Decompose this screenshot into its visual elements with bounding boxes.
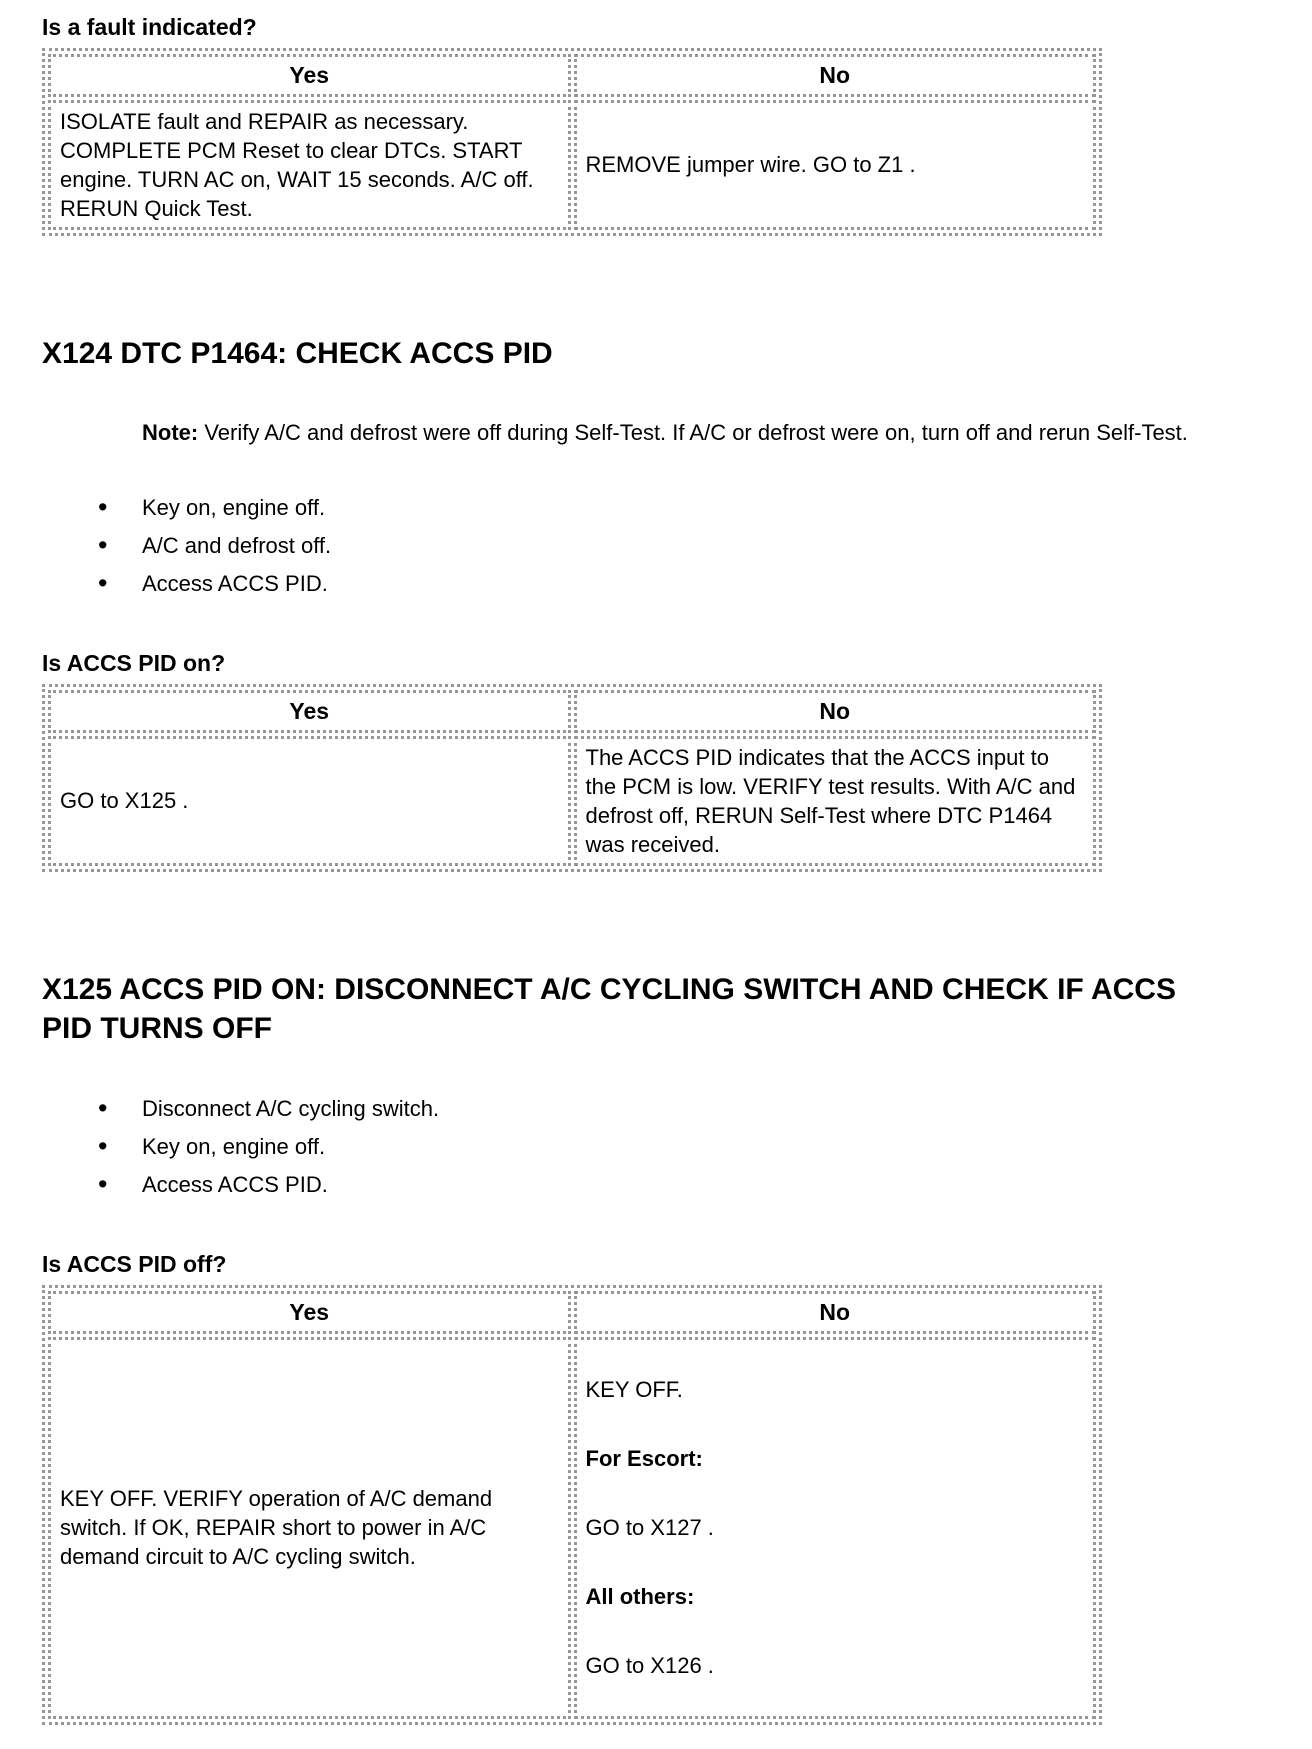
list-item: • A/C and defrost off.	[42, 531, 1234, 560]
yes-header: Yes	[48, 1291, 571, 1333]
note-paragraph	[142, 418, 1234, 447]
decision-table-x124	[42, 684, 1102, 871]
decision-table-fault	[42, 48, 1102, 235]
list-item: • Access ACCS PID.	[42, 569, 1234, 598]
note-text: Verify A/C and defrost were off during Self-Test. If A/C or defrost were on, turn off and rerun Self-Test.	[204, 419, 1188, 445]
no-header: No	[574, 690, 1097, 732]
yes-cell: ISOLATE fault and REPAIR as necessary. COMPLETE PCM Reset to clear DTCs. START engine. TURN AC on, WAIT 15 seconds. A/C off. RERUN Quick Test.	[48, 100, 571, 230]
list-item: • Access ACCS PID.	[42, 1170, 1234, 1199]
table-row	[48, 100, 1096, 230]
table-header-row	[48, 54, 1096, 96]
list-item: • Key on, engine off.	[42, 1132, 1234, 1161]
list-item: • Key on, engine off.	[42, 493, 1234, 522]
yes-cell: KEY OFF. VERIFY operation of A/C demand switch. If OK, REPAIR short to power in A/C demand circuit to A/C cycling switch.	[48, 1337, 571, 1719]
x125-step-list	[42, 1094, 1234, 1199]
no-cell-line-others-label: All others:	[585, 1584, 695, 1610]
no-cell	[574, 1337, 1097, 1719]
yes-header: Yes	[48, 54, 571, 96]
no-header: No	[574, 1291, 1097, 1333]
question-accs-pid-on: Is ACCS PID on?	[42, 649, 226, 676]
decision-table-x125	[42, 1285, 1102, 1724]
yes-cell: GO to X125 .	[48, 736, 571, 866]
no-cell-line: GO to X126 .	[585, 1653, 714, 1679]
note-label: Note:	[142, 419, 199, 445]
no-header: No	[574, 54, 1097, 96]
no-cell-line: KEY OFF.	[585, 1377, 683, 1403]
section-title-x124: X124 DTC P1464: CHECK ACCS PID	[42, 336, 553, 370]
x124-step-list	[42, 493, 1234, 598]
question-fault-indicated: Is a fault indicated?	[42, 14, 257, 40]
table-row	[48, 736, 1096, 866]
table-row	[48, 1337, 1096, 1719]
table-header-row	[48, 1291, 1096, 1333]
no-cell: The ACCS PID indicates that the ACCS input to the PCM is low. VERIFY test results. With A/C and defrost off, RERUN Self-Test where DTC P1464 was received.	[574, 736, 1097, 866]
list-item: • Disconnect A/C cycling switch.	[42, 1094, 1234, 1123]
no-cell: REMOVE jumper wire. GO to Z1 .	[574, 100, 1097, 230]
no-cell-line-escort-label: For Escort:	[585, 1446, 703, 1472]
table-header-row	[48, 690, 1096, 732]
yes-header: Yes	[48, 690, 571, 732]
no-cell-line: GO to X127 .	[585, 1515, 714, 1541]
question-accs-pid-off: Is ACCS PID off?	[42, 1250, 227, 1277]
section-title-x125: X125 ACCS PID ON: DISCONNECT A/C CYCLING SWITCH AND CHECK IF ACCS PID TURNS OFF	[42, 972, 1176, 1045]
